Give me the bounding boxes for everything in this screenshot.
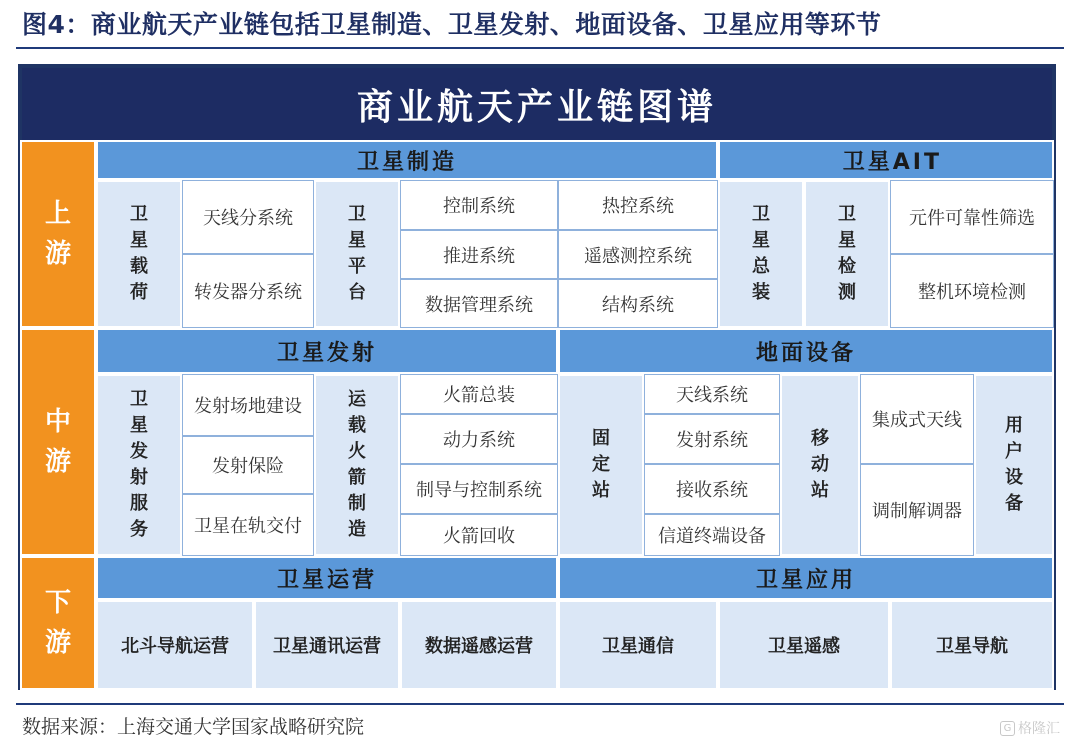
item-propulsion-system: 推进系统 (400, 230, 558, 279)
item-ttc-system: 遥感测控系统 (558, 230, 718, 279)
header-sat-operations: 卫星运营 (96, 556, 558, 600)
item-integrated-antenna: 集成式天线 (860, 374, 974, 464)
header-ground-equipment: 地面设备 (558, 328, 1054, 374)
group-testing (804, 180, 890, 328)
item-receive-system: 接收系统 (644, 464, 780, 514)
item-antenna-system: 天线系统 (644, 374, 780, 414)
stage-upstream-label: 上游 (44, 199, 71, 269)
item-guidance-control-system: 制导与控制系统 (400, 464, 558, 514)
group-user-equipment (974, 374, 1054, 556)
watermark (1000, 718, 1060, 738)
item-component-screening: 元件可靠性筛选 (890, 180, 1054, 254)
group-platform (314, 180, 400, 328)
header-sat-manufacturing: 卫星制造 (96, 140, 718, 180)
item-in-orbit-delivery: 卫星在轨交付 (182, 494, 314, 556)
group-launch-service-label: 卫星发射服务 (130, 389, 148, 540)
stage-midstream (20, 328, 96, 556)
item-data-management-system: 数据管理系统 (400, 279, 558, 328)
stage-upstream (20, 140, 96, 328)
item-sat-remote-sensing: 卫星遥感 (718, 600, 890, 690)
stage-midstream-label: 中游 (44, 407, 71, 477)
group-assembly-label: 卫星总装 (752, 204, 770, 303)
top-divider (16, 47, 1064, 49)
group-launch-service (96, 374, 182, 556)
item-remote-sensing-operations: 数据遥感运营 (400, 600, 558, 690)
watermark-logo-icon: G (1000, 721, 1015, 736)
chart-title: 商业航天产业链图谱 (22, 68, 1052, 140)
group-rocket-manufacturing-label: 运载火箭制造 (348, 389, 366, 540)
group-mobile-station-label: 移动站 (811, 428, 829, 501)
group-assembly (718, 180, 804, 328)
group-mobile-station (780, 374, 860, 556)
header-sat-launch: 卫星发射 (96, 328, 558, 374)
source-note: 数据来源：上海交通大学国家战略研究院 (22, 716, 365, 738)
stage-downstream (20, 556, 96, 690)
group-user-equipment-label: 用户设备 (1005, 415, 1023, 514)
group-fixed-station (558, 374, 644, 556)
item-rocket-recovery: 火箭回收 (400, 514, 558, 556)
item-structure-system: 结构系统 (558, 279, 718, 328)
item-sat-communication: 卫星通信 (558, 600, 718, 690)
item-transmit-system: 发射系统 (644, 414, 780, 464)
group-platform-label: 卫星平台 (348, 204, 366, 303)
item-environment-testing: 整机环境检测 (890, 254, 1054, 328)
item-control-system: 控制系统 (400, 180, 558, 230)
group-fixed-station-label: 固定站 (592, 428, 610, 501)
item-thermal-control-system: 热控系统 (558, 180, 718, 230)
item-modem: 调制解调器 (860, 464, 974, 556)
item-beidou-operations: 北斗导航运营 (96, 600, 254, 690)
item-sat-comm-operations: 卫星通讯运营 (254, 600, 400, 690)
item-rocket-assembly: 火箭总装 (400, 374, 558, 414)
group-payload (96, 180, 182, 328)
item-launch-site-construction: 发射场地建设 (182, 374, 314, 436)
header-sat-ait: 卫星AIT (718, 140, 1054, 180)
bottom-divider (16, 703, 1064, 705)
figure-title: 图4：商业航天产业链包括卫星制造、卫星发射、地面设备、卫星应用等环节 (22, 10, 882, 39)
stage-downstream-label: 下游 (44, 588, 71, 658)
item-channel-terminal: 信道终端设备 (644, 514, 780, 556)
group-testing-label: 卫星检测 (838, 204, 856, 303)
item-power-system: 动力系统 (400, 414, 558, 464)
header-sat-applications: 卫星应用 (558, 556, 1054, 600)
item-sat-navigation: 卫星导航 (890, 600, 1054, 690)
item-launch-insurance: 发射保险 (182, 436, 314, 494)
group-rocket-manufacturing (314, 374, 400, 556)
group-payload-label: 卫星载荷 (130, 204, 148, 303)
item-transponder-subsystem: 转发器分系统 (182, 254, 314, 328)
watermark-text: 格隆汇 (1018, 721, 1060, 737)
item-antenna-subsystem: 天线分系统 (182, 180, 314, 254)
